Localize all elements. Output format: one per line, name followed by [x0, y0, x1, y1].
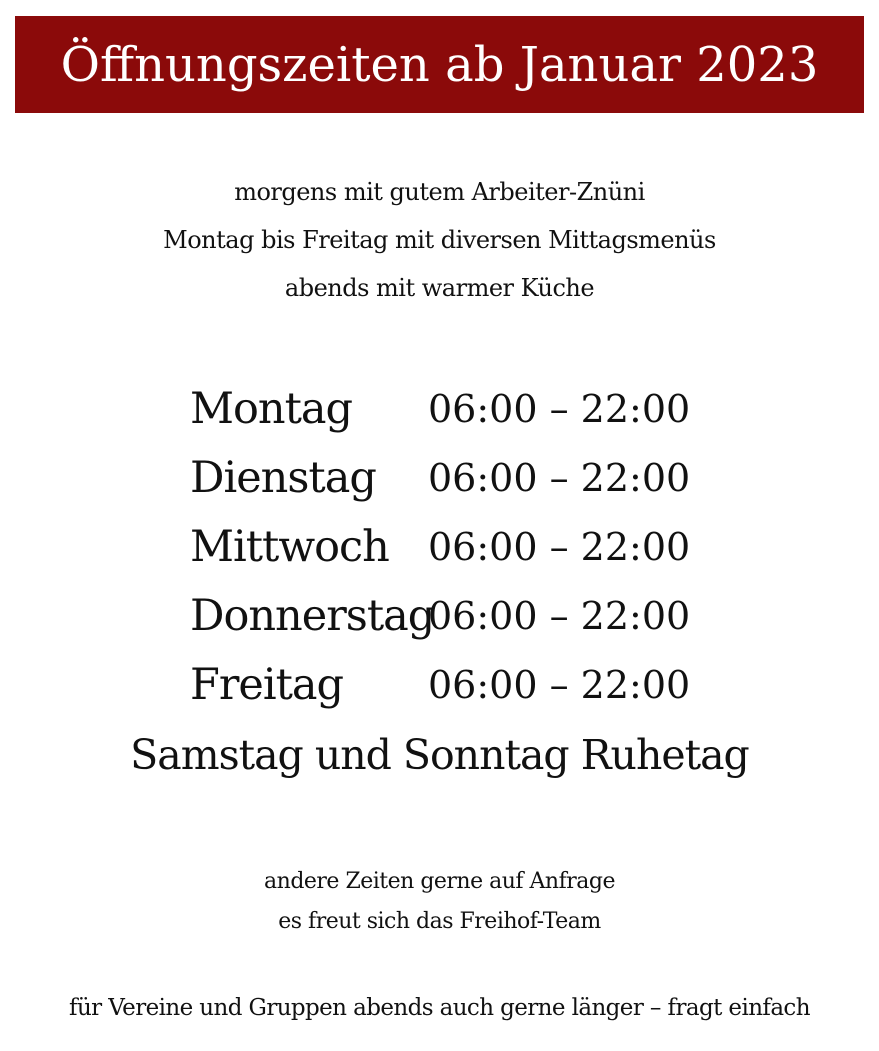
- day-label: Mittwoch: [190, 522, 389, 572]
- intro-section: [0, 168, 879, 312]
- footer-note: für Vereine und Gruppen abends auch gerne länger – fragt einfach: [69, 995, 810, 1021]
- day-label: Montag: [190, 384, 353, 434]
- hours-value: 06:00 – 22:00: [428, 663, 691, 707]
- schedule-row-thursday: [190, 585, 750, 654]
- schedule-row-friday: [190, 654, 750, 723]
- hours-value: 06:00 – 22:00: [428, 387, 691, 431]
- opening-hours-table: [190, 378, 750, 723]
- outro-line-team: es freut sich das Freihof-Team: [278, 909, 601, 934]
- schedule-row-wednesday: [190, 516, 750, 585]
- day-label: Dienstag: [190, 453, 376, 503]
- hours-value: 06:00 – 22:00: [428, 525, 691, 569]
- schedule-row-tuesday: [190, 447, 750, 516]
- outro-line-on-request: andere Zeiten gerne auf Anfrage: [264, 869, 615, 894]
- intro-line-breakfast: morgens mit gutem Arbeiter-Znüni: [234, 178, 645, 206]
- schedule-row-monday: [190, 378, 750, 447]
- hours-value: 06:00 – 22:00: [428, 456, 691, 500]
- day-label: Donnerstag: [190, 591, 435, 641]
- weekend-closed-note: Samstag und Sonntag Ruhetag: [130, 731, 749, 779]
- hours-value: 06:00 – 22:00: [428, 594, 691, 638]
- title-banner: [15, 16, 864, 113]
- page-title: Öffnungszeiten ab Januar 2023: [60, 36, 819, 93]
- day-label: Freitag: [190, 660, 344, 710]
- intro-line-lunch: Montag bis Freitag mit diversen Mittagsmenüs: [163, 226, 716, 254]
- intro-line-dinner: abends mit warmer Küche: [284, 274, 595, 302]
- outro-section: [0, 862, 879, 942]
